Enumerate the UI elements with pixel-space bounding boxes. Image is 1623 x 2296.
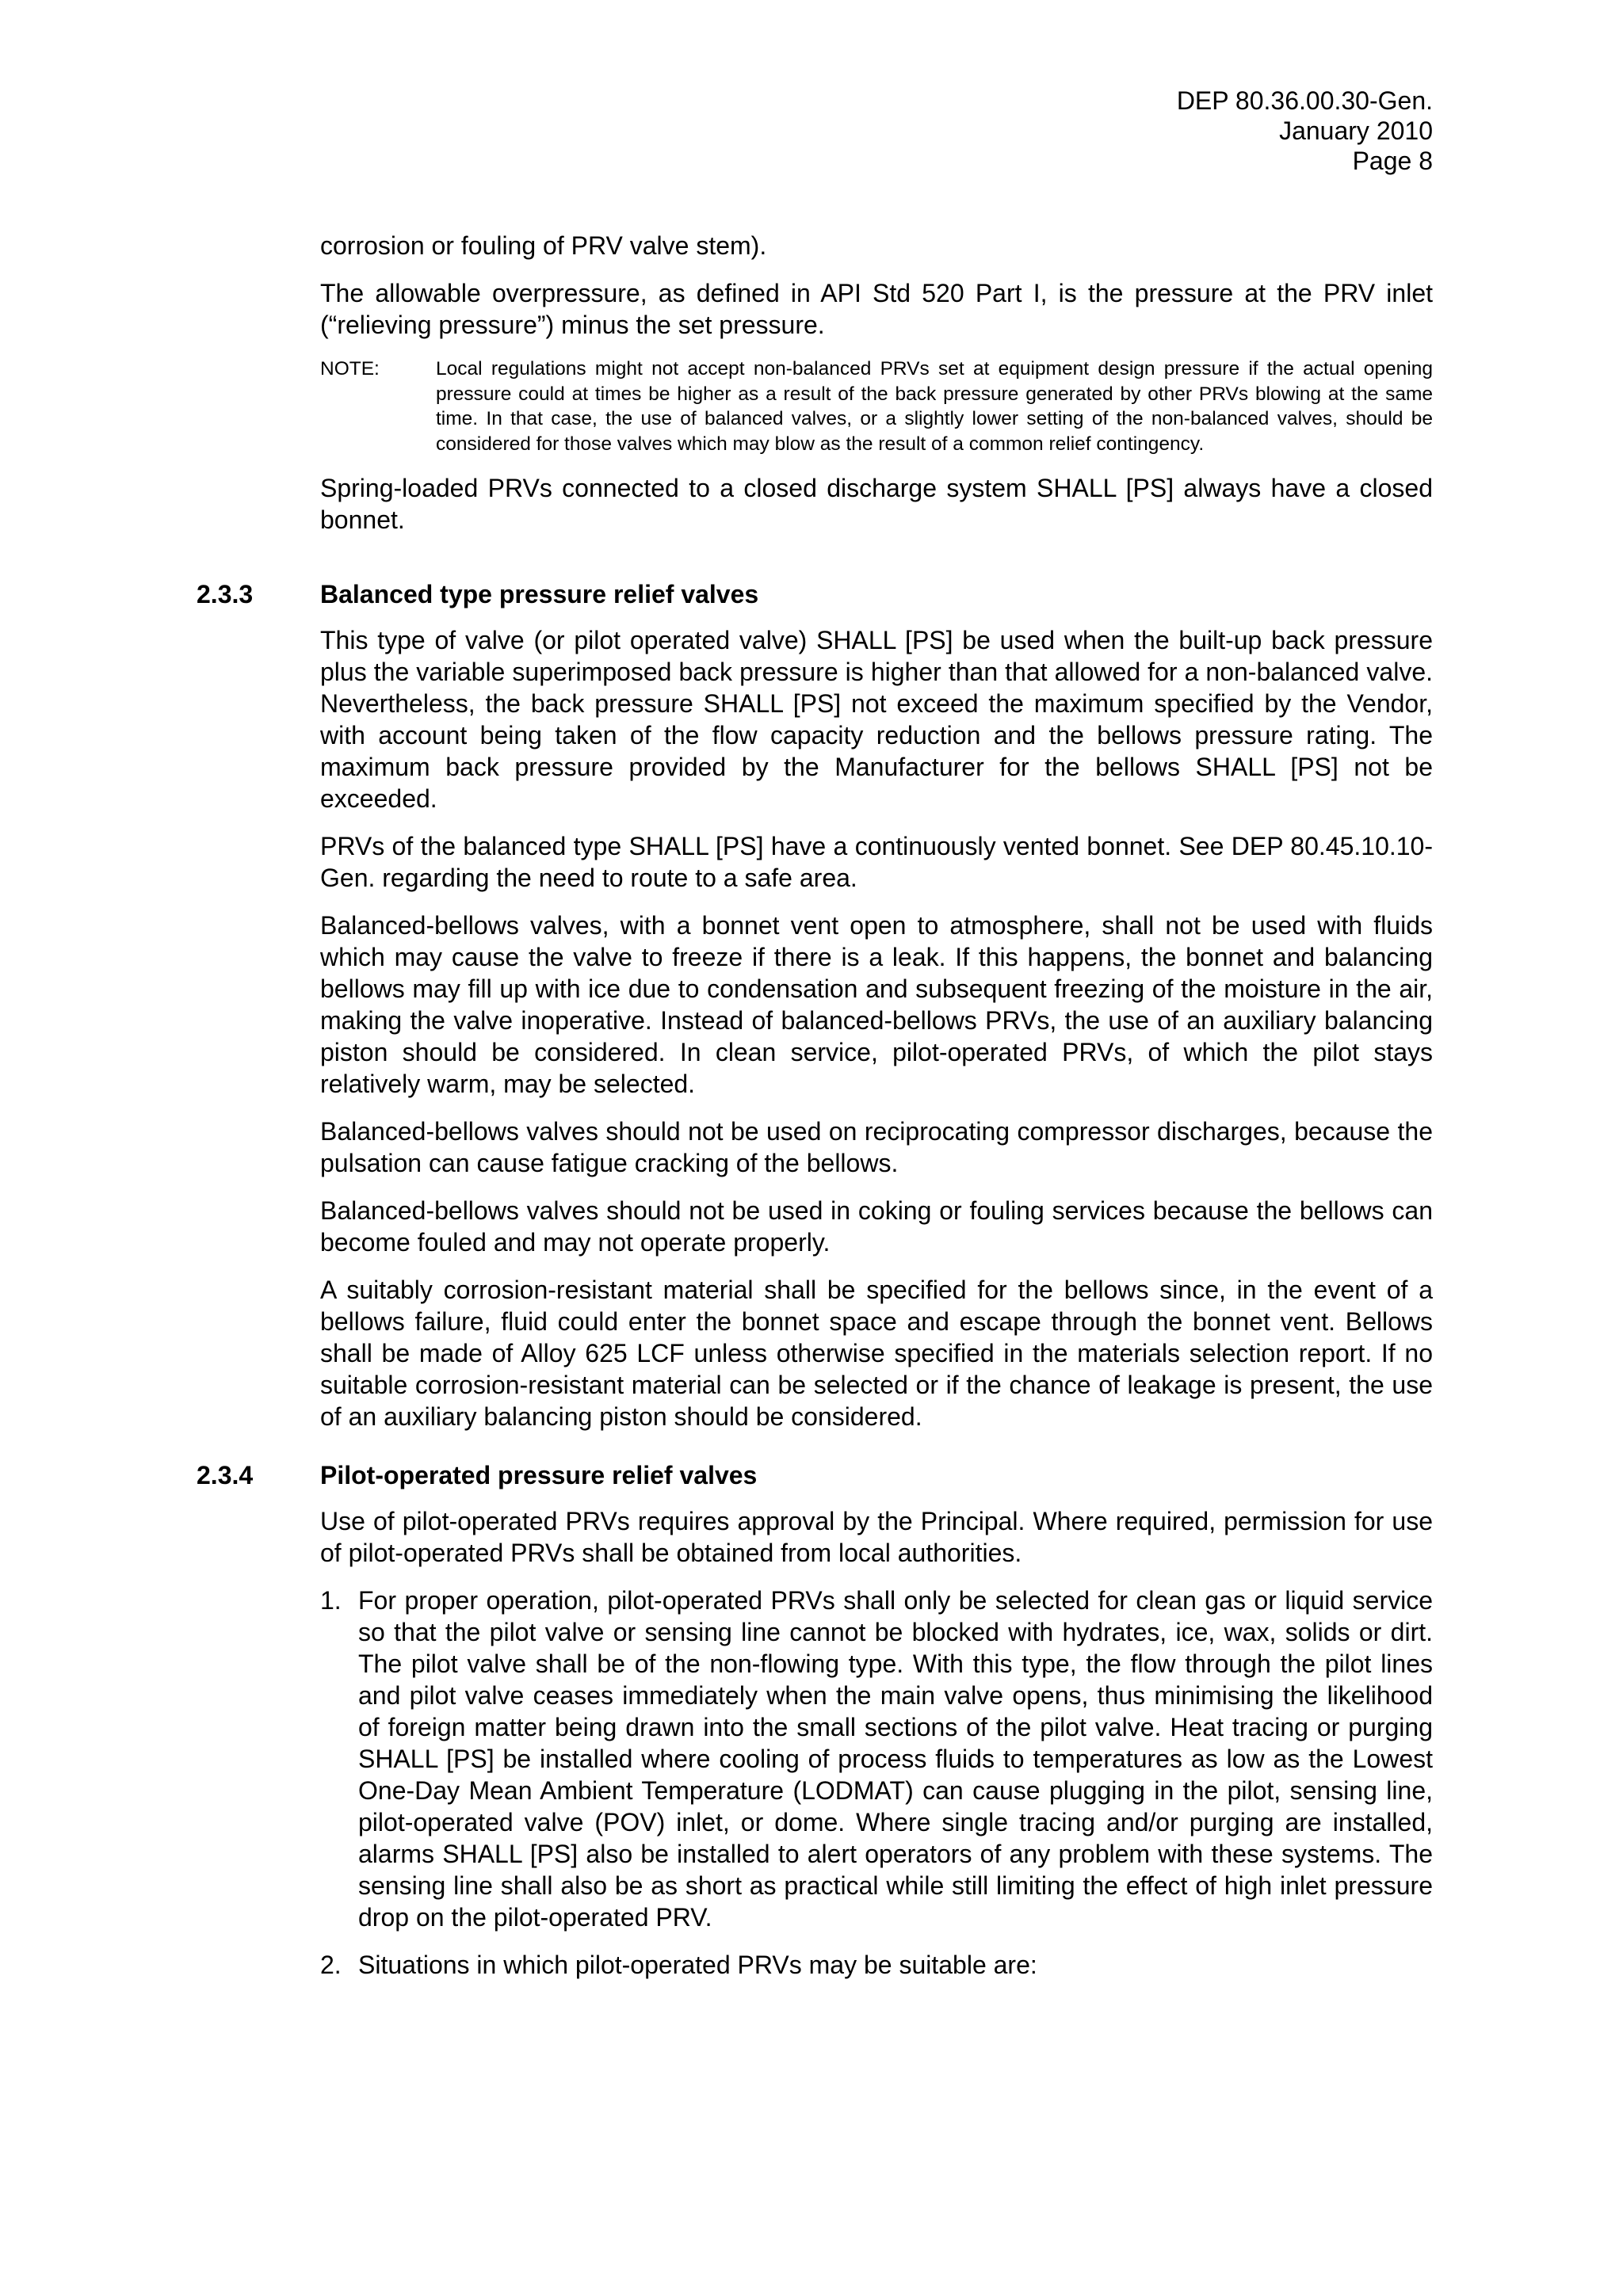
document-id: DEP 80.36.00.30-Gen. xyxy=(1176,86,1433,115)
section-title: Pilot-operated pressure relief valves xyxy=(320,1461,758,1489)
paragraph: Balanced-bellows valves, with a bonnet vent open to atmosphere, shall not be used with fluids which may cause the valve to freeze if there is a leak. If this happens, the bonnet and balancing bellows may fill up with ice due to condensation and subsequent freezing of the moisture in the air, making the valve inoperative. Instead of balanced-bellows PRVs, the use of an auxiliary balancing piston should be considered. In clean service, pilot-operated PRVs, of which the pilot stays relatively warm, may be selected. xyxy=(320,911,1433,1098)
paragraph: Balanced-bellows valves should not be used in coking or fouling services because the bellows can become fouled and may not operate properly. xyxy=(320,1196,1433,1257)
list-item xyxy=(320,1949,1433,1981)
paragraph: This type of valve (or pilot operated valve) SHALL [PS] be used when the built-up back pressure plus the variable superimposed back pressure is higher than that allowed for a non-balanced valve. Nevertheless, the back pressure SHALL [PS] not exceed the maximum specified by the Vendor, with account being taken of the flow capacity reduction and the bellows pressure rating. The maximum back pressure provided by the Manufacturer for the bellows SHALL [PS] not be exceeded. xyxy=(320,626,1433,813)
section-heading-2-3-3 xyxy=(197,578,1433,610)
list-text: For proper operation, pilot-operated PRVs shall only be selected for clean gas or liquid service so that the pilot valve or sensing line cannot be blocked with hydrates, ice, wax, solids or dirt. The pilot valve shall be of the non-flowing type. With this type, the flow through the pilot lines and pilot valve ceases immediately when the main valve opens, thus minimising the likelihood of foreign matter being drawn into the small sections of the pilot valve. Heat tracing or purging SHALL [PS] be installed where cooling of process fluids to temperatures as low as the Lowest One-Day Mean Ambient Temperature (LODMAT) can cause plugging in the pilot, sensing line, pilot-operated valve (POV) inlet, or dome. Where single tracing and/or purging are installed, alarms SHALL [PS] also be installed to alert operators of any problem with these systems. The sensing line shall also be as short as practical while still limiting the effect of high inlet pressure drop on the pilot-operated PRV. xyxy=(358,1586,1433,1932)
paragraph: PRVs of the balanced type SHALL [PS] have a continuously vented bonnet. See DEP 80.45.10.10-Gen. regarding the need to route to a safe area. xyxy=(320,832,1433,892)
note-block xyxy=(320,357,1433,456)
list-number: 2. xyxy=(320,1951,342,1979)
section-number: 2.3.4 xyxy=(197,1461,254,1489)
page-body xyxy=(197,230,1433,1997)
spring-loaded-paragraph: Spring-loaded PRVs connected to a closed discharge system SHALL [PS] always have a closed bonnet. xyxy=(320,474,1433,534)
note-label: NOTE: xyxy=(320,358,380,379)
section-number: 2.3.3 xyxy=(197,580,254,608)
page-number: Page 8 xyxy=(1352,147,1433,175)
paragraph: A suitably corrosion-resistant material shall be specified for the bellows since, in the event of a bellows failure, fluid could enter the bonnet space and escape through the bonnet vent. Bellows shall be made of Alloy 625 LCF unless otherwise specified in the materials selection report. If no suitable corrosion-resistant material can be selected or if the chance of leakage is present, the use of an auxiliary balancing piston should be considered. xyxy=(320,1276,1433,1431)
overpressure-paragraph: The allowable overpressure, as defined in API Std 520 Part I, is the pressure at the PRV inlet (“relieving pressure”) minus the set pressure. xyxy=(320,279,1433,339)
page-header xyxy=(1177,86,1433,176)
continuation-text: corrosion or fouling of PRV valve stem). xyxy=(320,231,767,260)
list-item xyxy=(320,1585,1433,1933)
note-text: Local regulations might not accept non-balanced PRVs set at equipment design pressure if the actual opening pressure could at times be higher as a result of the back pressure generated by other PRVs blowing at the same time. In that case, the use of balanced valves, or a slightly lower setting of the non-balanced valves, should be considered for those valves which may blow as the result of a common relief contingency. xyxy=(436,358,1433,455)
paragraph: Use of pilot-operated PRVs requires approval by the Principal. Where required, permission for use of pilot-operated PRVs shall be obtained from local authorities. xyxy=(320,1507,1433,1567)
section-title: Balanced type pressure relief valves xyxy=(320,580,759,608)
list-number: 1. xyxy=(320,1586,342,1615)
document-date: January 2010 xyxy=(1279,116,1433,145)
paragraph: Balanced-bellows valves should not be used on reciprocating compressor discharges, because the pulsation can cause fatigue cracking of the bellows. xyxy=(320,1117,1433,1177)
section-heading-2-3-4 xyxy=(197,1459,1433,1491)
list-text: Situations in which pilot-operated PRVs may be suitable are: xyxy=(358,1951,1037,1979)
